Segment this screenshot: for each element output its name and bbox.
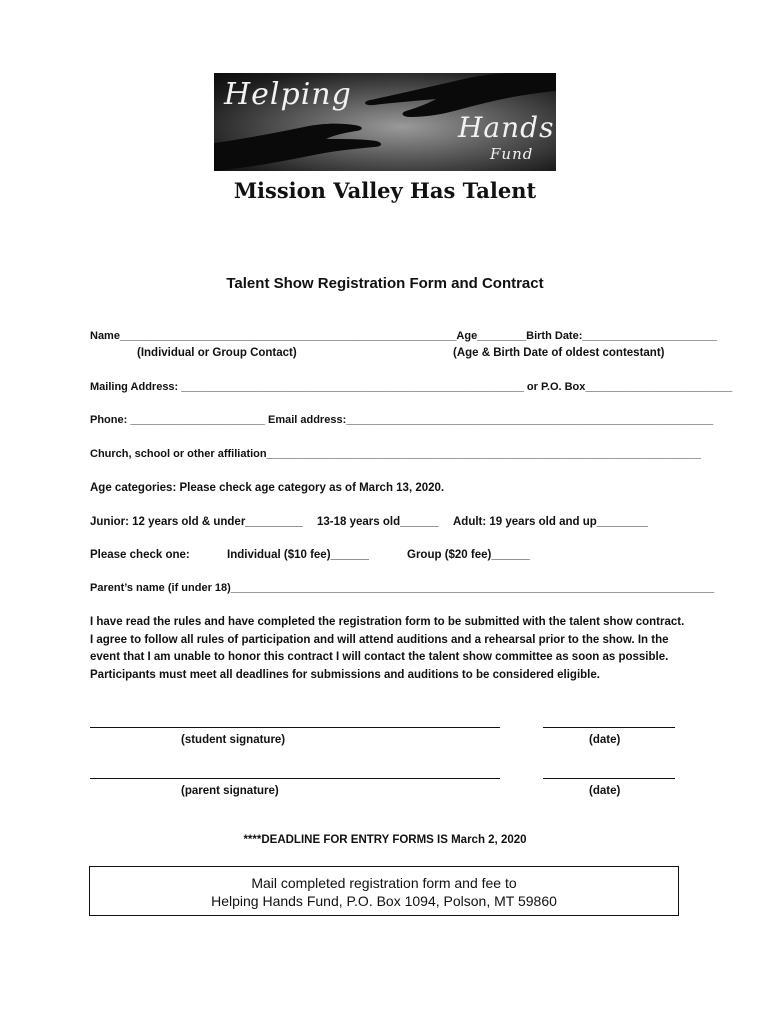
parent-signature-line[interactable] (90, 778, 500, 779)
teen-category-field[interactable]: 13-18 years old______ (317, 516, 439, 528)
helping-hands-logo (214, 73, 556, 171)
parent-date-label: (date) (589, 785, 621, 797)
mail-line-2: Helping Hands Fund, P.O. Box 1094, Polson, MT 59860 (211, 893, 557, 909)
page-title: Mission Valley Has Talent (233, 178, 537, 203)
agreement-paragraph: I have read the rules and have completed the registration form to be submitted with the talent show contract. I agree to follow all rules of participation and will attend auditions and a rehearsal prior to the show. In the event that I am unable to honor this contract I will contact the talent show committee as soon as possible. Participants must meet all deadlines for submissions and auditions to be considered eligible. (90, 616, 685, 681)
affiliation-field[interactable]: Church, school or other affiliation_______________________________________________________________________ (90, 448, 701, 460)
logo-text-helping: Helping (224, 77, 352, 112)
phone-email-field[interactable]: Phone: ______________________ Email address:____________________________________________________________ (90, 414, 714, 426)
parent-date-line[interactable] (543, 778, 675, 779)
student-date-label: (date) (589, 734, 621, 746)
logo-text-hands: Hands (458, 111, 555, 144)
mail-line-1: Mail completed registration form and fee to (251, 875, 517, 891)
parent-name-field[interactable]: Parent’s name (if under 18)_______________________________________________________________________________ (90, 582, 715, 594)
name-age-birthdate-field[interactable]: Name_______________________________________________________Age________Birth Date:______________________ (90, 330, 717, 342)
student-date-line[interactable] (543, 727, 675, 728)
deadline-notice: ****DEADLINE FOR ENTRY FORMS IS March 2, 2020 (243, 834, 527, 846)
student-signature-line[interactable] (90, 727, 500, 728)
parent-signature-label: (parent signature) (181, 785, 279, 797)
logo-text-fund: Fund (490, 145, 534, 163)
age-sublabel: (Age & Birth Date of oldest contestant) (453, 347, 665, 359)
mailing-address-field[interactable]: Mailing Address: ________________________________________________________ or P.O. Box________________________ (90, 381, 733, 393)
student-signature-label: (student signature) (181, 734, 286, 746)
individual-fee-field[interactable]: Individual ($10 fee)______ (227, 549, 369, 561)
form-subtitle: Talent Show Registration Form and Contract (226, 275, 544, 292)
age-categories-label: Age categories: Please check age category as of March 13, 2020. (90, 482, 445, 494)
name-sublabel: (Individual or Group Contact) (137, 347, 297, 359)
group-fee-field[interactable]: Group ($20 fee)______ (407, 549, 530, 561)
check-one-label: Please check one: (90, 549, 190, 561)
adult-category-field[interactable]: Adult: 19 years old and up________ (453, 516, 648, 528)
mail-instructions-box (89, 866, 679, 916)
junior-category-field[interactable]: Junior: 12 years old & under_________ (90, 516, 303, 528)
